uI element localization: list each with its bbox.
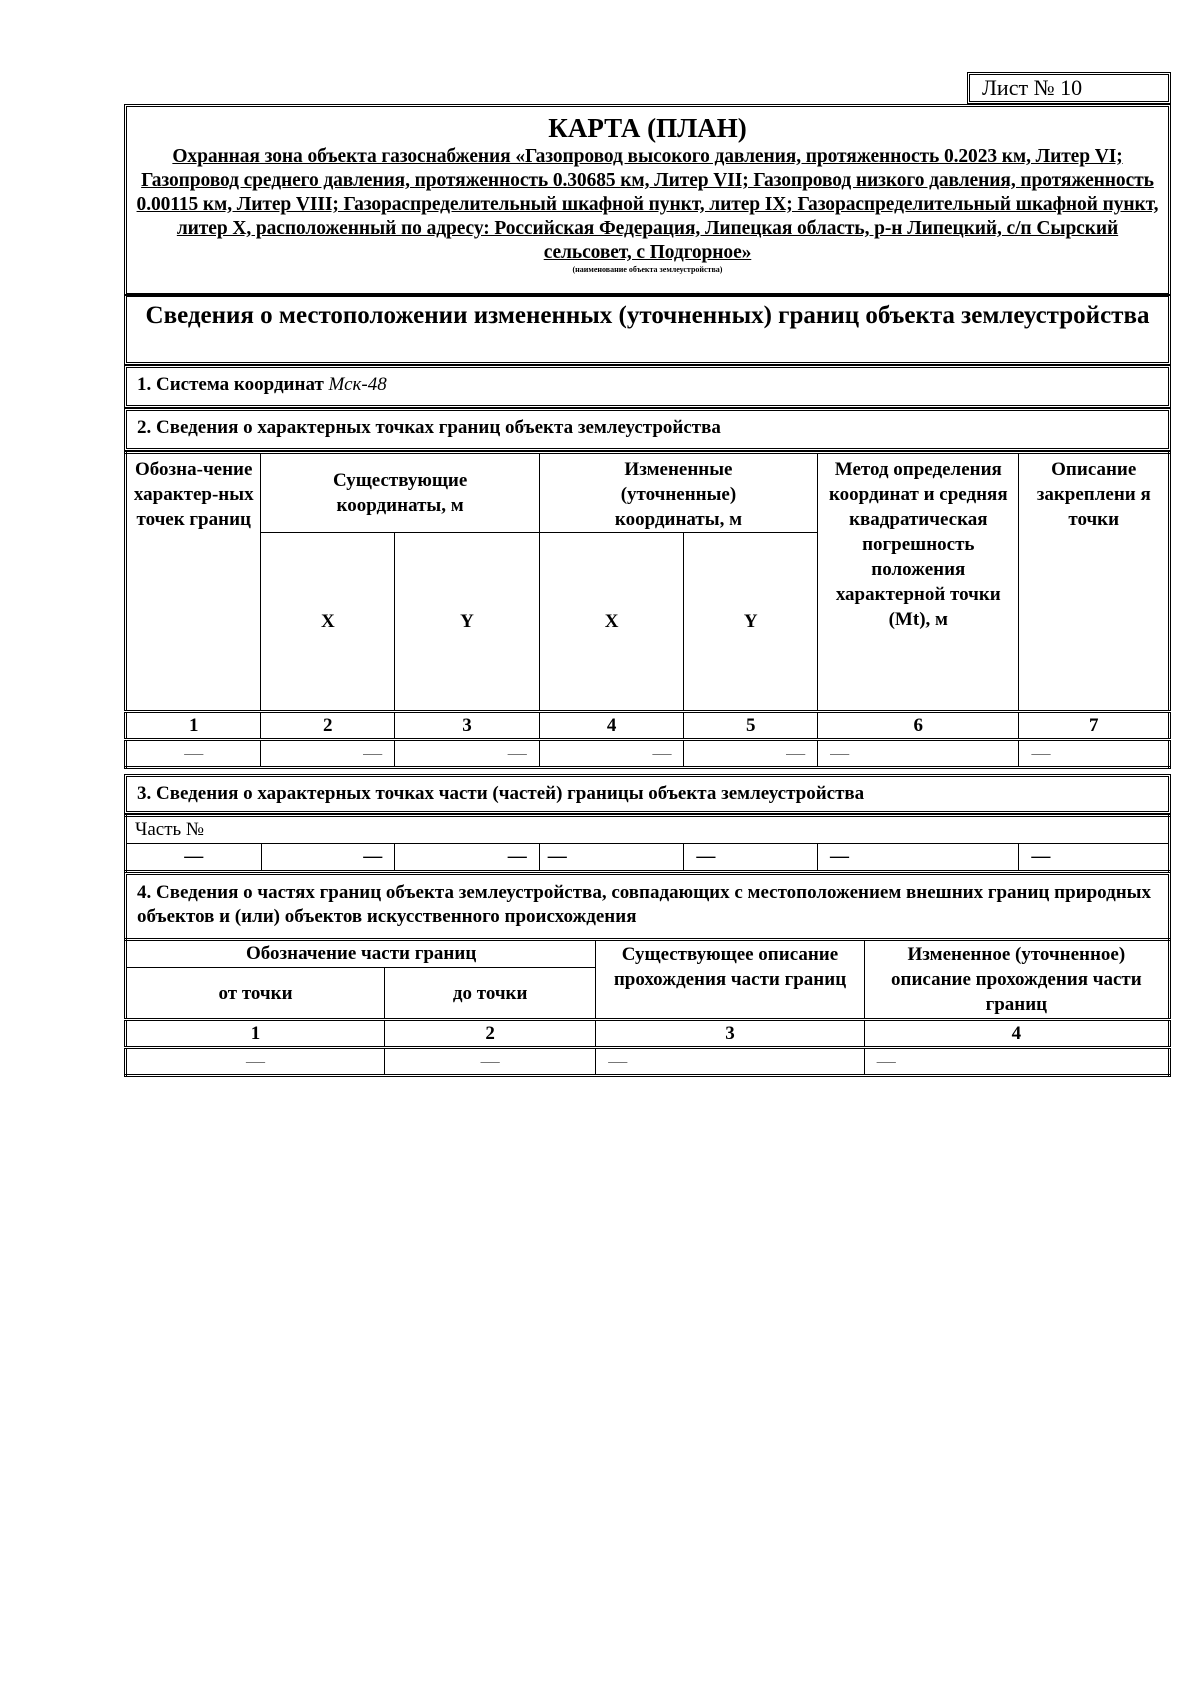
empty-cell: —: [818, 844, 1019, 872]
coordinate-system-label: 1. Система координат: [137, 374, 329, 395]
empty-cell: —: [539, 740, 684, 768]
col-changed-coordinates: Измененные (уточненные) координаты, м: [539, 453, 817, 533]
empty-cell: —: [126, 844, 262, 872]
empty-cell: —: [385, 1048, 596, 1076]
empty-cell: —: [261, 740, 395, 768]
empty-cell: —: [539, 844, 684, 872]
column-number: 1: [126, 712, 261, 740]
s2-title: 2. Сведения о характерных точках границ объекта землеустройства: [137, 417, 721, 438]
col-existing-x: X: [261, 533, 395, 712]
column-number: 6: [818, 712, 1019, 740]
s2-title-row: [124, 408, 1171, 451]
column-number: 4: [539, 712, 684, 740]
sheet-number: Лист № 10: [967, 72, 1171, 104]
empty-cell: —: [864, 1048, 1169, 1076]
empty-cell: —: [1019, 740, 1170, 768]
s3-title: 3. Сведения о характерных точках части (частей) границы объекта землеустройства: [137, 783, 865, 804]
col-changed-description: Измененное (уточненное) описание прохождения части границ: [864, 940, 1169, 1020]
column-number: 3: [395, 712, 540, 740]
s4-title-row: [124, 872, 1171, 941]
header-block: [124, 104, 1171, 296]
col-changed-x: X: [539, 533, 684, 712]
part-number-label: Часть №: [126, 816, 1170, 844]
col-part-designation: Обозначение части границ: [126, 940, 596, 968]
empty-cell: —: [596, 1048, 864, 1076]
empty-cell: —: [395, 740, 540, 768]
column-number: 3: [596, 1020, 864, 1048]
col-designation: Обозна-чение характер-ных точек границ: [126, 453, 261, 712]
column-number: 2: [385, 1020, 596, 1048]
col-existing-y: Y: [395, 533, 540, 712]
section-title: Сведения о местоположении измененных (уточненных) границ объекта землеустройства: [145, 302, 1150, 329]
col-from-point: от точки: [126, 968, 385, 1020]
object-name: Охранная зона объекта газоснабжения «Газопровод высокого давления, протяженность 0.2023 км, Литер VI; Газопровод среднего давления, протяженность 0.30685 км, Литер VII; Газопровод низкого давления, протяженность 0.00115 км, Литер VIII; Газораспределительный шкафной пункт, литер IX; Газораспределительный шкафной пункт, литер Х, расположенный по адресу: Российская Федерация, Липецкая область, р-н Липецкий, с/п Сырский сельсовет, с Подгорное»: [136, 146, 1159, 263]
empty-cell: —: [126, 1048, 385, 1076]
empty-cell: —: [818, 740, 1019, 768]
column-number: 4: [864, 1020, 1169, 1048]
column-number: 2: [261, 712, 395, 740]
column-number: 1: [126, 1020, 385, 1048]
column-number: 7: [1019, 712, 1170, 740]
empty-cell: —: [395, 844, 540, 872]
document-title: КАРТА (ПЛАН): [548, 113, 747, 143]
object-name-caption: (наименование объекта землеустройства): [572, 265, 723, 274]
s3-title-row: [124, 774, 1171, 814]
empty-cell: —: [126, 740, 261, 768]
col-changed-y: Y: [684, 533, 818, 712]
coordinate-system-value: Мск-48: [328, 374, 387, 395]
col-existing-description: Существующее описание прохождения части границ: [596, 940, 864, 1020]
col-description: Описание закреплени я точки: [1019, 453, 1170, 712]
col-method-text: Метод определения координат и средняя квадратическая погрешность положения характерной точки: [828, 459, 1008, 605]
s2-table: [124, 451, 1171, 769]
col-method: [818, 453, 1019, 712]
empty-cell: —: [684, 740, 818, 768]
s4-table: [124, 938, 1171, 1077]
coordinate-system-row: [124, 365, 1171, 408]
col-to-point: до точки: [385, 968, 596, 1020]
s3-table: [124, 814, 1171, 873]
section-title-block: [124, 294, 1171, 365]
empty-cell: —: [1019, 844, 1170, 872]
col-existing-coordinates: Существующие координаты, м: [261, 453, 539, 533]
s4-title: 4. Сведения о частях границ объекта землеустройства, совпадающих с местоположением внешних границ природных объектов и (или) объектов искусственного происхождения: [137, 882, 1152, 927]
column-number: 5: [684, 712, 818, 740]
empty-cell: —: [261, 844, 395, 872]
empty-cell: —: [684, 844, 818, 872]
col-method-unit: (Mt), м: [888, 609, 948, 630]
